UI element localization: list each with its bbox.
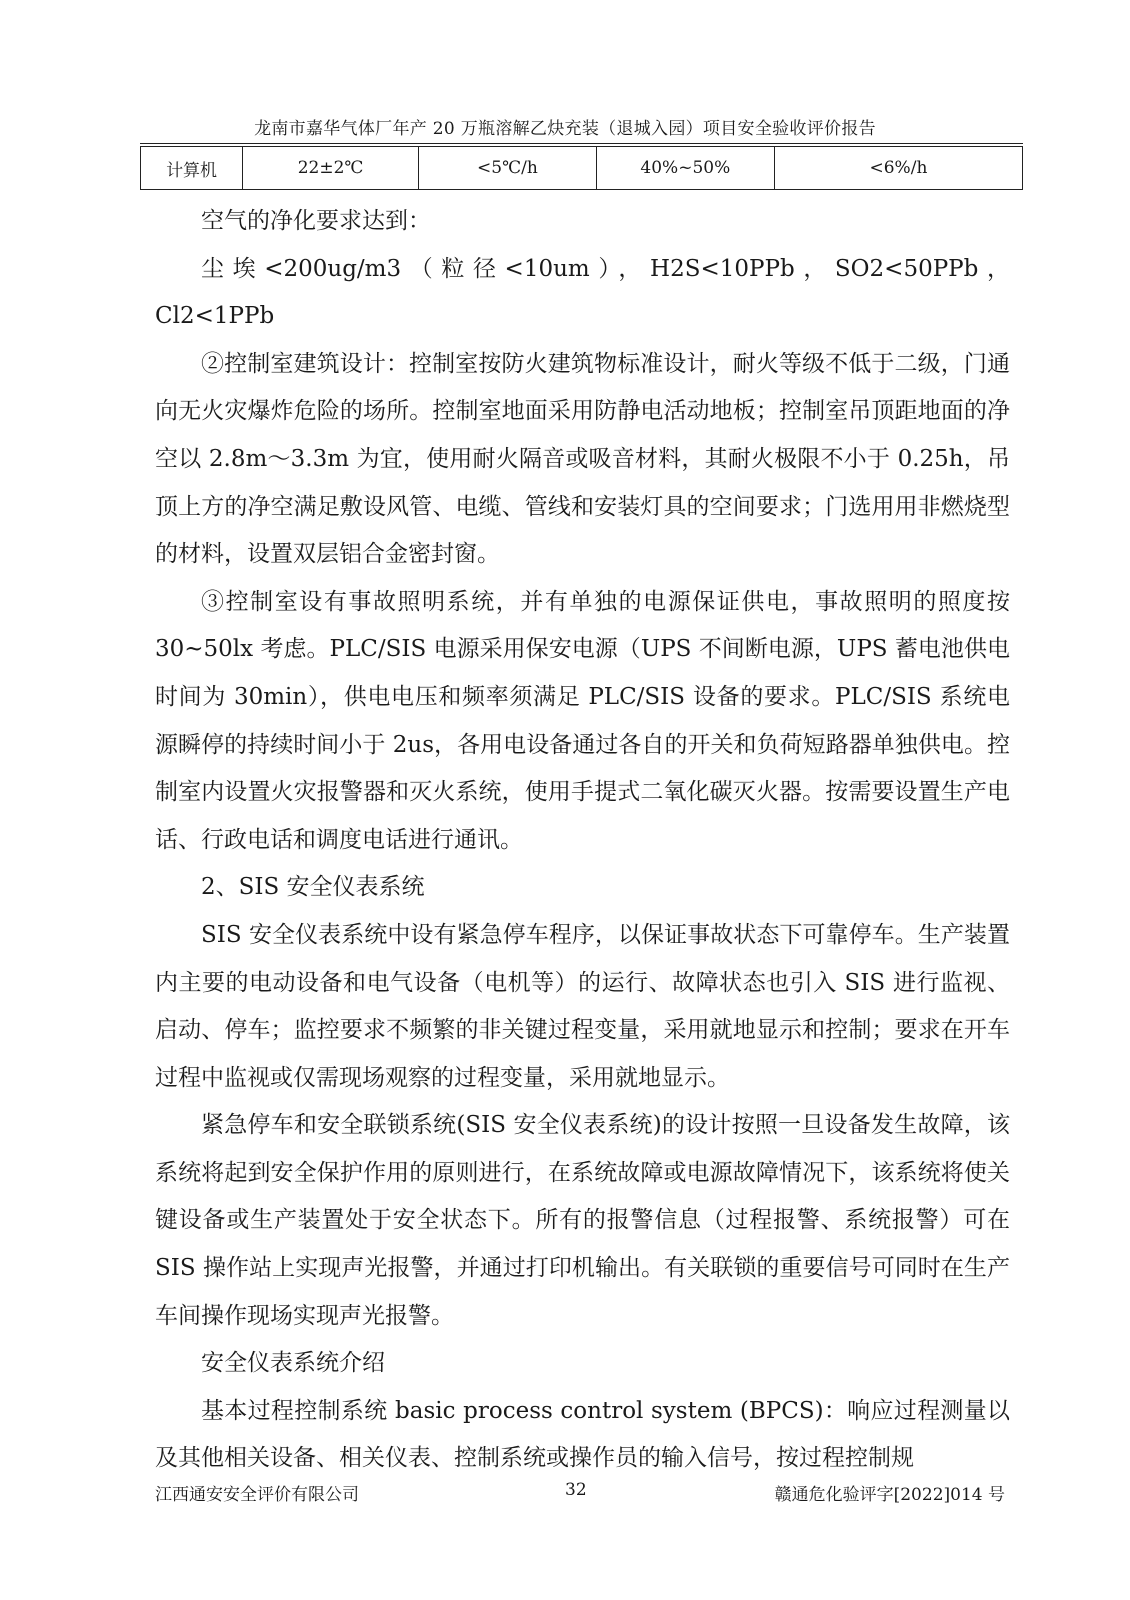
footer-doc-number: 赣通危化验评字[2022]014 号 — [774, 1485, 1005, 1505]
paragraph-bpcs: 基本过程控制系统 basic process control system (BPCS)：响应过程测量以及其他相关设备、相关仪表、控制系统或操作员的输入信号，按过程控制规 — [155, 1397, 1010, 1472]
page-header: 龙南市嘉华气体厂年产 20 万瓶溶解乙炔充装（退城入园）项目安全验收评价报告 — [254, 119, 876, 139]
page-footer — [155, 1480, 1005, 1504]
paragraph-air-purification: 空气的净化要求达到： — [201, 208, 431, 234]
table-row — [141, 147, 1023, 190]
footer-company: 江西通安安全评价有限公司 — [155, 1485, 359, 1505]
table-cell-equipment: 计算机 — [141, 147, 243, 190]
paragraph-dust-limits: 尘埃<200ug/m3（粒径<10um），H2S<10PPb，SO2<50PPb，Cl2<1PPb — [155, 255, 1010, 330]
section-heading-sis-intro: 安全仪表系统介绍 — [201, 1350, 385, 1377]
table-cell-humidity: 40%~50% — [596, 147, 774, 190]
paragraph-emergency-lighting: ③控制室设有事故照明系统，并有单独的电源保证供电，事故照明的照度按 30~50lx 考虑。PLC/SIS 电源采用保安电源（UPS 不间断电源，UPS 蓄电池供电时间为 30min），供电电压和频率须满足 PLC/SIS 设备的要求。PLC/SIS 系统电源瞬停的持续时间小于 2us，各用电设备通过各自的开关和负荷短路器单独供电。控制室内设置火灾报警器和灭火系统，使用手提式二氧化碳灭火器。按需要设置生产电话、行政电话和调度电话进行通讯。 — [155, 588, 1010, 853]
environment-spec-table — [140, 146, 1023, 190]
table-cell-humidity-change: <6%/h — [774, 147, 1022, 190]
page-number: 32 — [565, 1480, 587, 1500]
body-text — [155, 198, 1010, 1483]
header-rule — [140, 143, 1023, 144]
paragraph-sis-shutdown: SIS 安全仪表系统中设有紧急停车程序，以保证事故状态下可靠停车。生产装置内主要的电动设备和电气设备（电机等）的运行、故障状态也引入 SIS 进行监视、启动、停车；监控要求不频繁的非关键过程变量，采用就地显示和控制；要求在开车过程中监视或仅需现场观察的过程变量，采用就地显示。 — [155, 921, 1010, 1091]
table-cell-temperature: 22±2℃ — [243, 147, 419, 190]
paragraph-building-design: ②控制室建筑设计：控制室按防火建筑物标准设计，耐火等级不低于二级，门通向无火灾爆炸危险的场所。控制室地面采用防静电活动地板；控制室吊顶距地面的净空以 2.8m～3.3m 为宜，使用耐火隔音或吸音材料，其耐火极限不小于 0.25h，吊顶上方的净空满足敷设风管、电缆、管线和安装灯具的空间要求；门选用用非燃烧型的材料，设置双层铝合金密封窗。 — [155, 350, 1010, 568]
section-heading-sis: 2、SIS 安全仪表系统 — [201, 874, 425, 901]
table-cell-temperature-change: <5℃/h — [419, 147, 597, 190]
paragraph-sis-design: 紧急停车和安全联锁系统(SIS 安全仪表系统)的设计按照一旦设备发生故障，该系统将起到安全保护作用的原则进行，在系统故障或电源故障情况下，该系统将使关键设备或生产装置处于安全状态下。所有的报警信息（过程报警、系统报警）可在 SIS 操作站上实现声光报警，并通过打印机输出。有关联锁的重要信号可同时在生产车间操作现场实现声光报警。 — [155, 1112, 1010, 1329]
